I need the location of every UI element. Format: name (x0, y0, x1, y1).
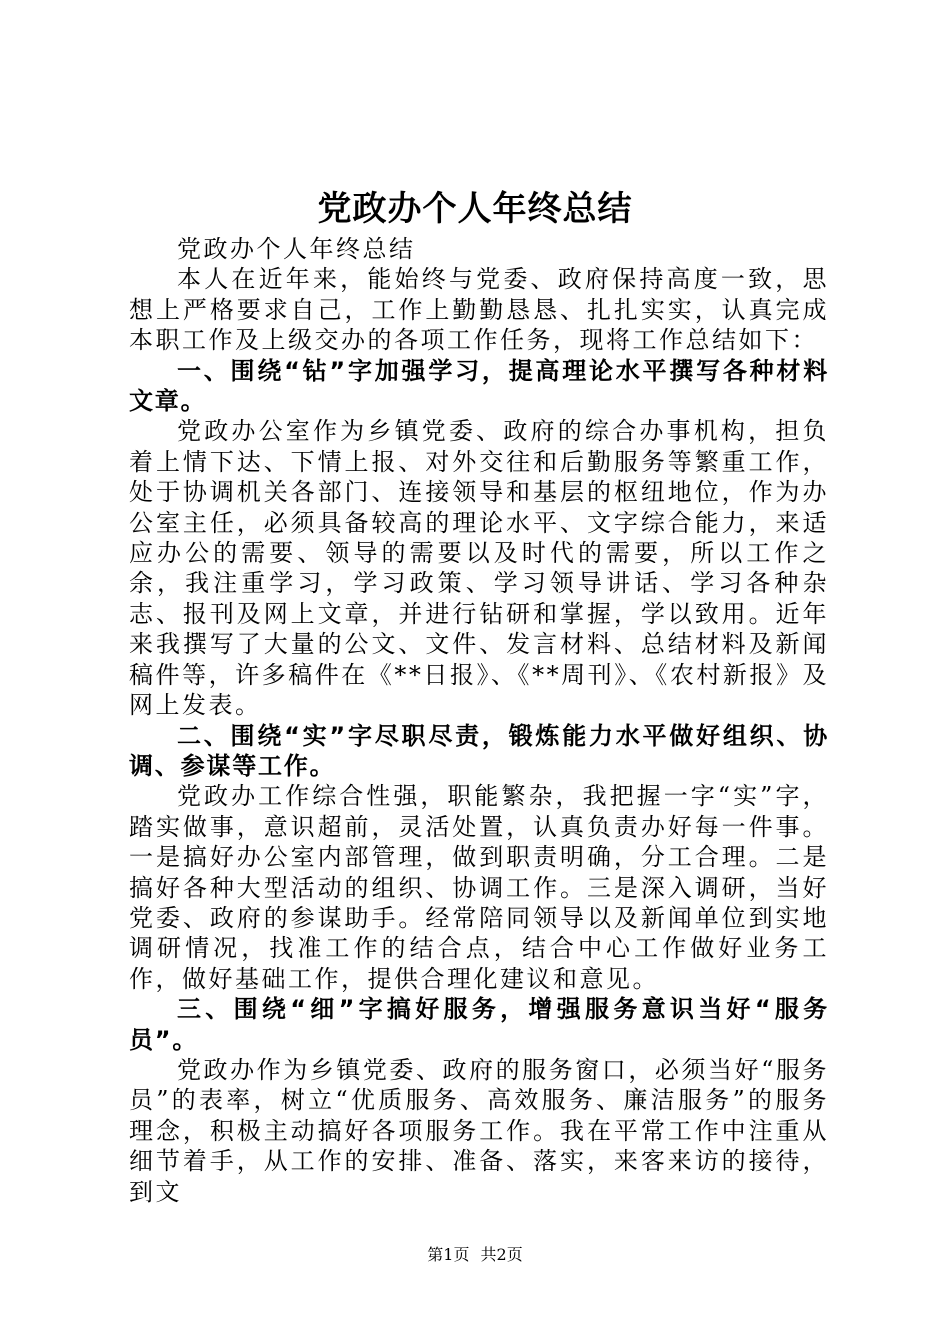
page-footer (0, 1244, 950, 1266)
paragraph-subtitle: 党政办个人年终总结 (177, 235, 416, 263)
document-title: 党政办个人年终总结 (317, 189, 633, 229)
paragraph-section-2: 党政办工作综合性强，职能繁杂，我把握一字“实”字，踏实做事，意识超前，灵活处置，认真负责办好每一件事。一是搞好办公室内部管理，做到职责明确，分工合理。二是搞好各种大型活动的组织、协调工作。三是深入调研，当好党委、政府的参谋助手。经常陪同领导以及新闻单位到实地调研情况，找准工作的结合点，结合中心工作做好业务工作，做好基础工作，提供合理化建议和意见。 (129, 782, 829, 993)
section-heading-1: 一、围绕“钻”字加强学习，提高理论水平撰写各种材料文章。 (129, 356, 829, 416)
document-body (129, 234, 829, 1207)
page-total: 共2页 (480, 1245, 523, 1264)
paragraph-section-1: 党政办公室作为乡镇党委、政府的综合办事机构，担负着上情下达、下情上报、对外交往和后勤服务等繁重工作，处于协调机关各部门、连接领导和基层的枢纽地位，作为办公室主任，必须具备较高的理论水平、文字综合能力，来适应办公的需要、领导的需要以及时代的需要，所以工作之余，我注重学习，学习政策、学习领导讲话、学习各种杂志、报刊及网上文章，并进行钻研和掌握，学以致用。近年来我撰写了大量的公文、文件、发言材料、总结材料及新闻稿件等，许多稿件在《**日报》、《**周刊》、《农村新报》及网上发表。 (129, 417, 829, 720)
paragraph-section-3: 党政办作为乡镇党委、政府的服务窗口，必须当好“服务员”的表率，树立“优质服务、高效服务、廉洁服务”的服务理念，积极主动搞好各项服务工作。我在平常工作中注重从细节着手，从工作的安排、准备、落实，来客来访的接待，到文 (129, 1055, 829, 1206)
paragraph-intro: 本人在近年来，能始终与党委、政府保持高度一致，思想上严格要求自己，工作上勤勤恳恳、扎扎实实，认真完成本职工作及上级交办的各项工作任务，现将工作总结如下： (129, 265, 829, 355)
section-heading-2: 二、围绕“实”字尽职尽责，锻炼能力水平做好组织、协调、参谋等工作。 (129, 721, 829, 780)
section-heading-3: 三、围绕“细”字搞好服务，增强服务意识当好“服务员”。 (129, 995, 829, 1054)
page-number: 第1页 (427, 1245, 470, 1264)
